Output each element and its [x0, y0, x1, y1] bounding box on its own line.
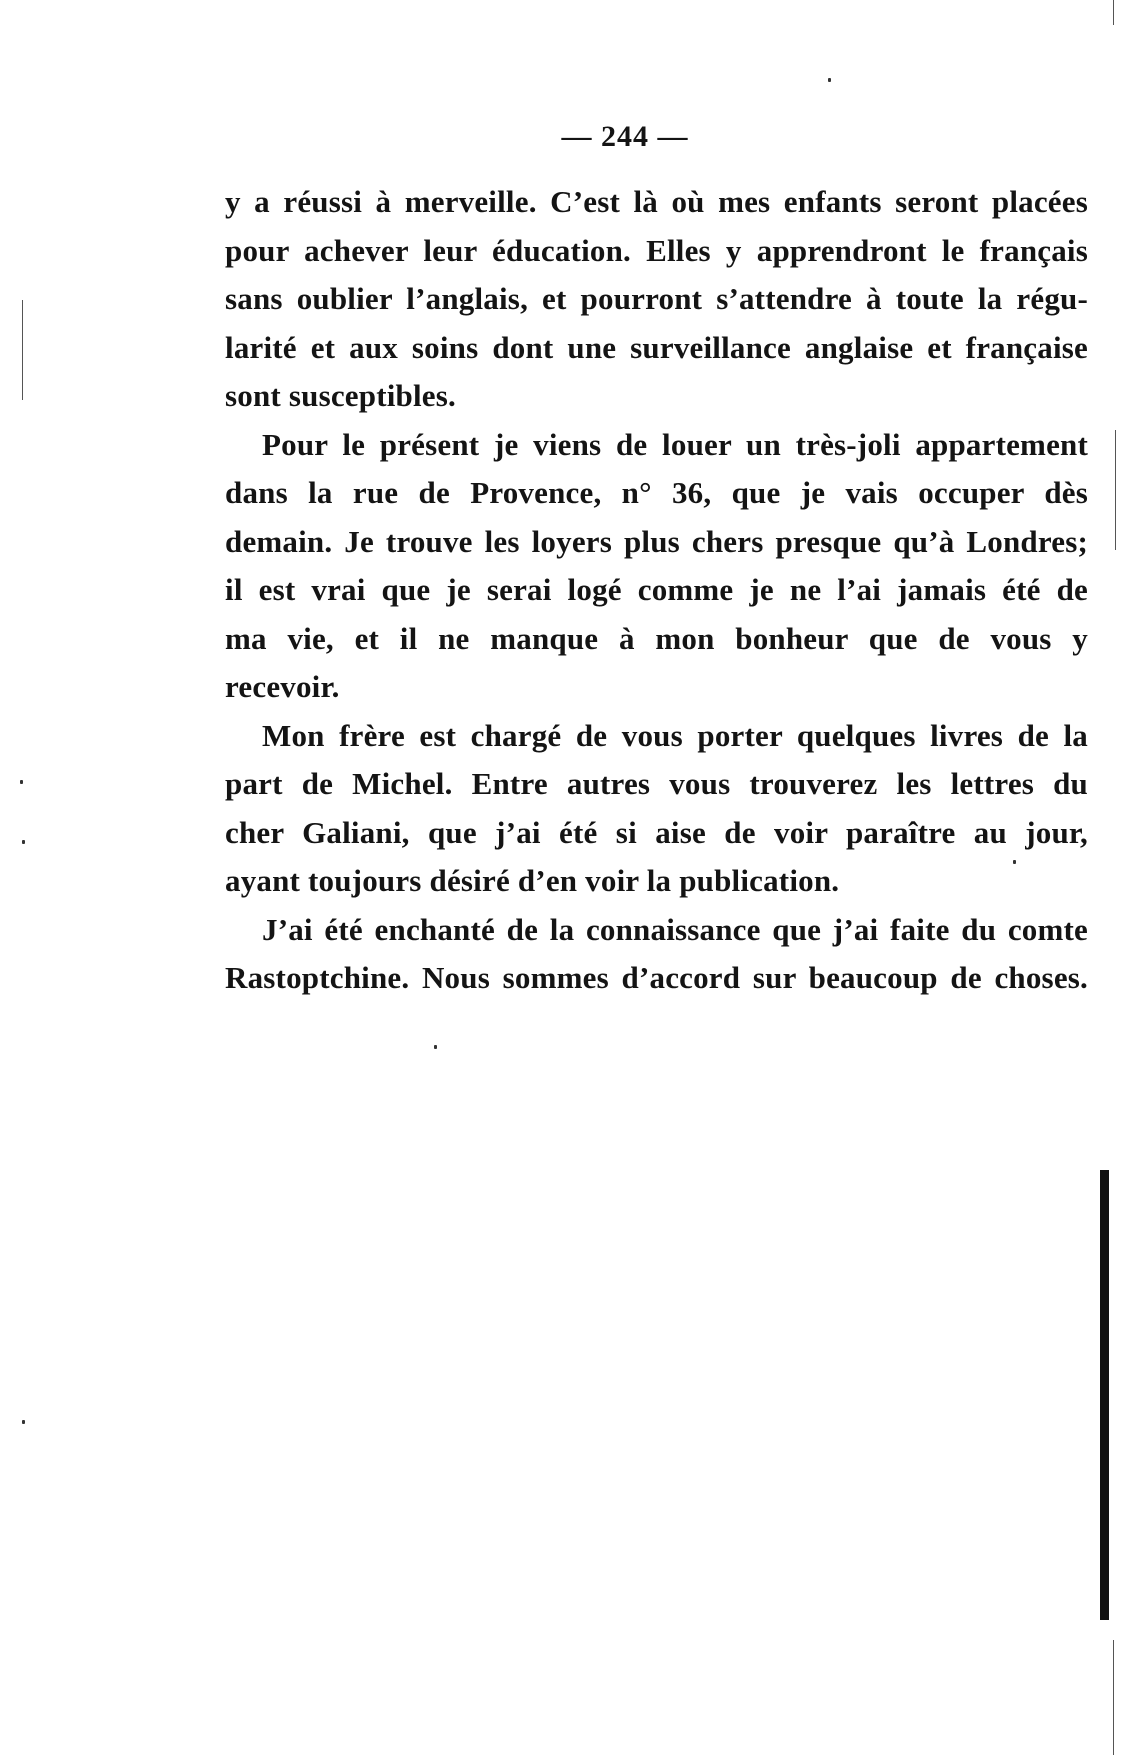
- text-line: il est vrai que je serai logé comme je ne l’ai jamais été de: [225, 572, 1088, 607]
- scan-speck: [828, 78, 831, 82]
- text-line: ma vie, et il ne manque à mon bonheur que de vous y: [225, 620, 1088, 656]
- text-line: y a réussi à merveille. C’est là où mes enfants seront placées: [225, 184, 1088, 219]
- text-line: pour achever leur éducation. Elles y apprendront le français: [225, 232, 1088, 268]
- text-line: cher Galiani, que j’ai été si aise de voir paraître au jour,: [225, 814, 1088, 850]
- text-line: Rastoptchine. Nous sommes d’accord sur beaucoup de choses.: [225, 960, 1088, 995]
- scan-edge-line: [1113, 0, 1114, 25]
- text-line: larité et aux soins dont une surveillance anglaise et française: [225, 329, 1088, 365]
- scan-edge-line: [1113, 1640, 1114, 1755]
- scan-speck: [434, 1045, 437, 1049]
- text-line: recevoir.: [225, 669, 340, 704]
- text-line: sont susceptibles.: [225, 378, 456, 413]
- text-line: ayant toujours désiré d’en voir la publication.: [225, 863, 840, 898]
- text-line: demain. Je trouve les loyers plus chers presque qu’à Londres;: [225, 523, 1088, 559]
- scan-speck: [22, 1420, 25, 1424]
- scan-edge-bar: [1100, 1170, 1109, 1620]
- text-line: part de Michel. Entre autres vous trouverez les lettres du: [225, 766, 1088, 801]
- scan-edge-line: [22, 300, 23, 400]
- text-line: dans la rue de Provence, n° 36, que je vais occuper dès: [225, 475, 1088, 510]
- text-line: sans oublier l’anglais, et pourront s’attendre à toute la régu-: [225, 281, 1088, 316]
- scan-speck: [20, 780, 23, 784]
- scan-edge-line: [1115, 430, 1116, 550]
- scan-speck: [22, 840, 25, 844]
- scan-speck: [1013, 860, 1016, 864]
- text-line: Pour le présent je viens de louer un très-joli appartement: [262, 426, 1088, 462]
- body-text: [225, 178, 1088, 1003]
- text-line: Mon frère est chargé de vous porter quelques livres de la: [262, 717, 1088, 753]
- text-line: J’ai été enchanté de la connaissance que j’ai faite du comte: [262, 911, 1088, 947]
- page-number: — 244 —: [561, 120, 689, 153]
